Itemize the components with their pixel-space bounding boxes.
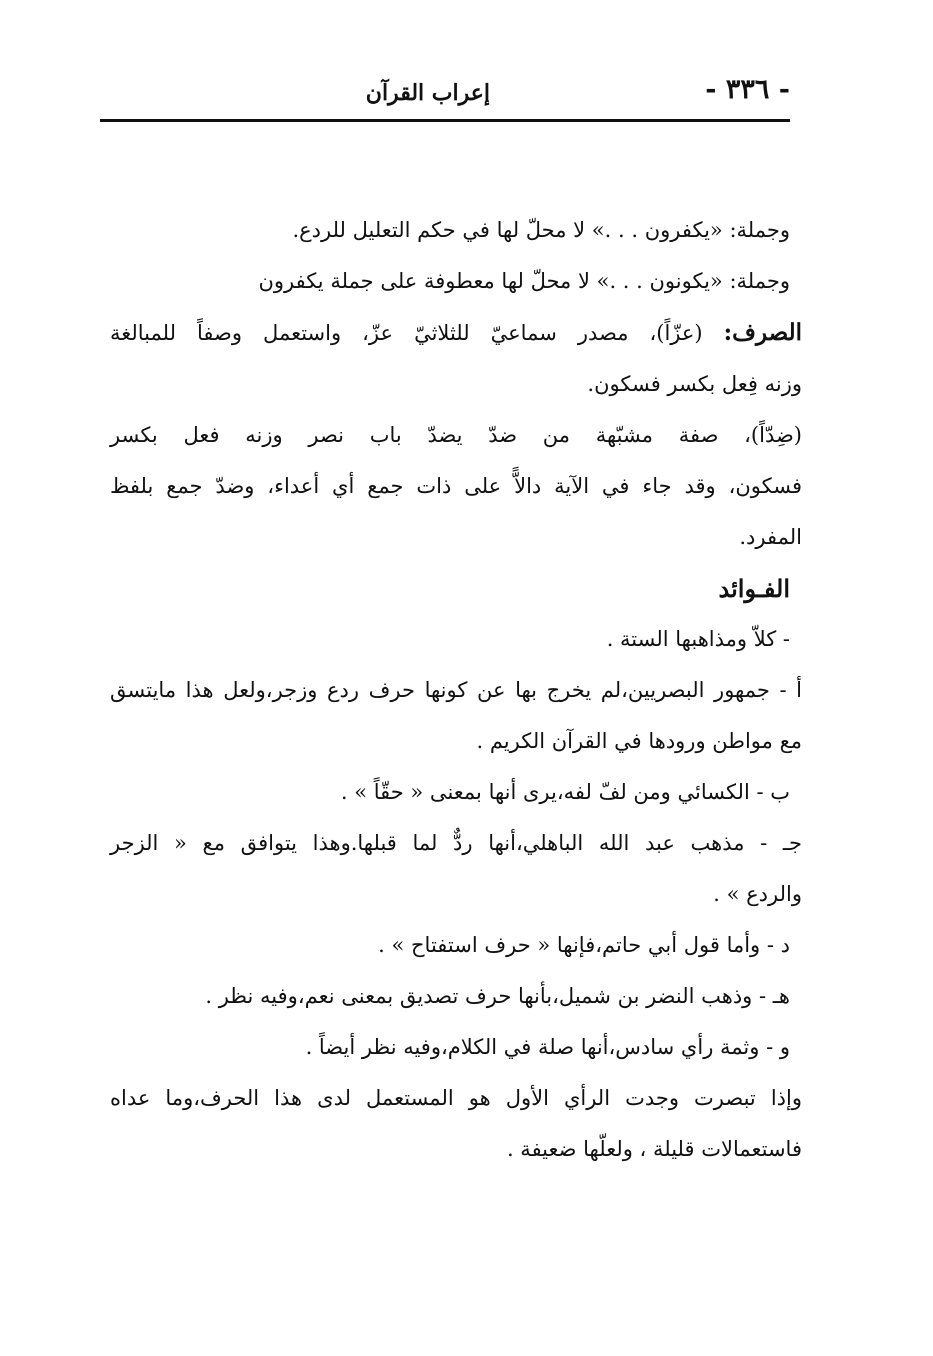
didd-paragraph xyxy=(110,410,802,563)
text-line: فسكون، وقد جاء في الآية دالاًّ على ذات جمع أي أعداء، وضدّ جمع بلفظ xyxy=(110,474,802,498)
text-line: المفرد. xyxy=(739,525,802,549)
conclusion-paragraph xyxy=(110,1073,802,1175)
text-line: أ - جمهور البصريين،لم يخرج بها عن كونها حرف ردع وزجر،ولعل هذا مايتسق xyxy=(110,678,802,702)
sarf-paragraph xyxy=(110,307,802,410)
item-jim xyxy=(110,818,802,920)
page-number: - ٣٣٦ - xyxy=(705,74,790,105)
sentence-yakunun xyxy=(110,256,790,307)
item-ha xyxy=(110,971,790,1022)
text-line: ب - الكسائي ومن لفّ لفه،يرى أنها بمعنى « حقّاً » . xyxy=(340,780,790,804)
text-line xyxy=(110,307,802,359)
text-line: هـ - وذهب النضر بن شميل،بأنها حرف تصديق بمعنى نعم،وفيه نظر . xyxy=(205,984,790,1008)
sentence-yakfurun xyxy=(110,205,790,256)
section-heading-fawaid: الفـوائد xyxy=(718,574,790,603)
text-line: (ضِدّاً)، صفة مشبّهة من ضدّ يضدّ باب نصر وزنه فعل بكسر xyxy=(110,423,802,447)
text-line: وجملة: «يكفرون . . .» لا محلّ لها في حكم التعليل للردع. xyxy=(292,218,790,242)
running-header xyxy=(100,74,790,114)
text-line: وزنه فِعل بكسر فسكون. xyxy=(587,372,802,396)
text-line: مع مواطن ورودها في القرآن الكريم . xyxy=(476,729,802,753)
text-line: - كلاّ ومذاهبها الستة . xyxy=(606,627,790,651)
item-dal xyxy=(110,920,790,971)
header-rule xyxy=(100,119,790,122)
item-waw xyxy=(110,1022,790,1073)
text-line: وإذا تبصرت وجدت الرأي الأول هو المستعمل لدى هذا الحرف،وما عداه xyxy=(110,1086,802,1110)
kalla-heading xyxy=(110,614,790,665)
text-line: و - وثمة رأي سادس،أنها صلة في الكلام،وفيه نظر أيضاً . xyxy=(305,1035,790,1059)
book-title: إعراب القرآن xyxy=(365,80,490,106)
text-line: جـ - مذهب عبد الله الباهلي،أنها ردٌّ لما قبلها.وهذا يتوافق مع « الزجر xyxy=(110,831,802,855)
sarf-text: (عزّاً)، مصدر سماعيّ للثلاثيّ عزّ، واستعمل وصفاً للمبالغة xyxy=(110,321,703,345)
item-ba xyxy=(110,767,790,818)
text-line: والردع » . xyxy=(713,882,802,906)
text-line: فاستعمالات قليلة ، ولعلّها ضعيفة . xyxy=(506,1137,802,1161)
text-line: وجملة: «يكونون . . .» لا محلّ لها معطوفة على جملة يكفرون xyxy=(258,269,790,293)
item-alif xyxy=(110,665,802,767)
text-line: د - وأما قول أبي حاتم،فإنها « حرف استفتاح » . xyxy=(378,933,790,957)
sarf-label: الصرف: xyxy=(723,319,802,346)
page-body xyxy=(110,205,802,1175)
